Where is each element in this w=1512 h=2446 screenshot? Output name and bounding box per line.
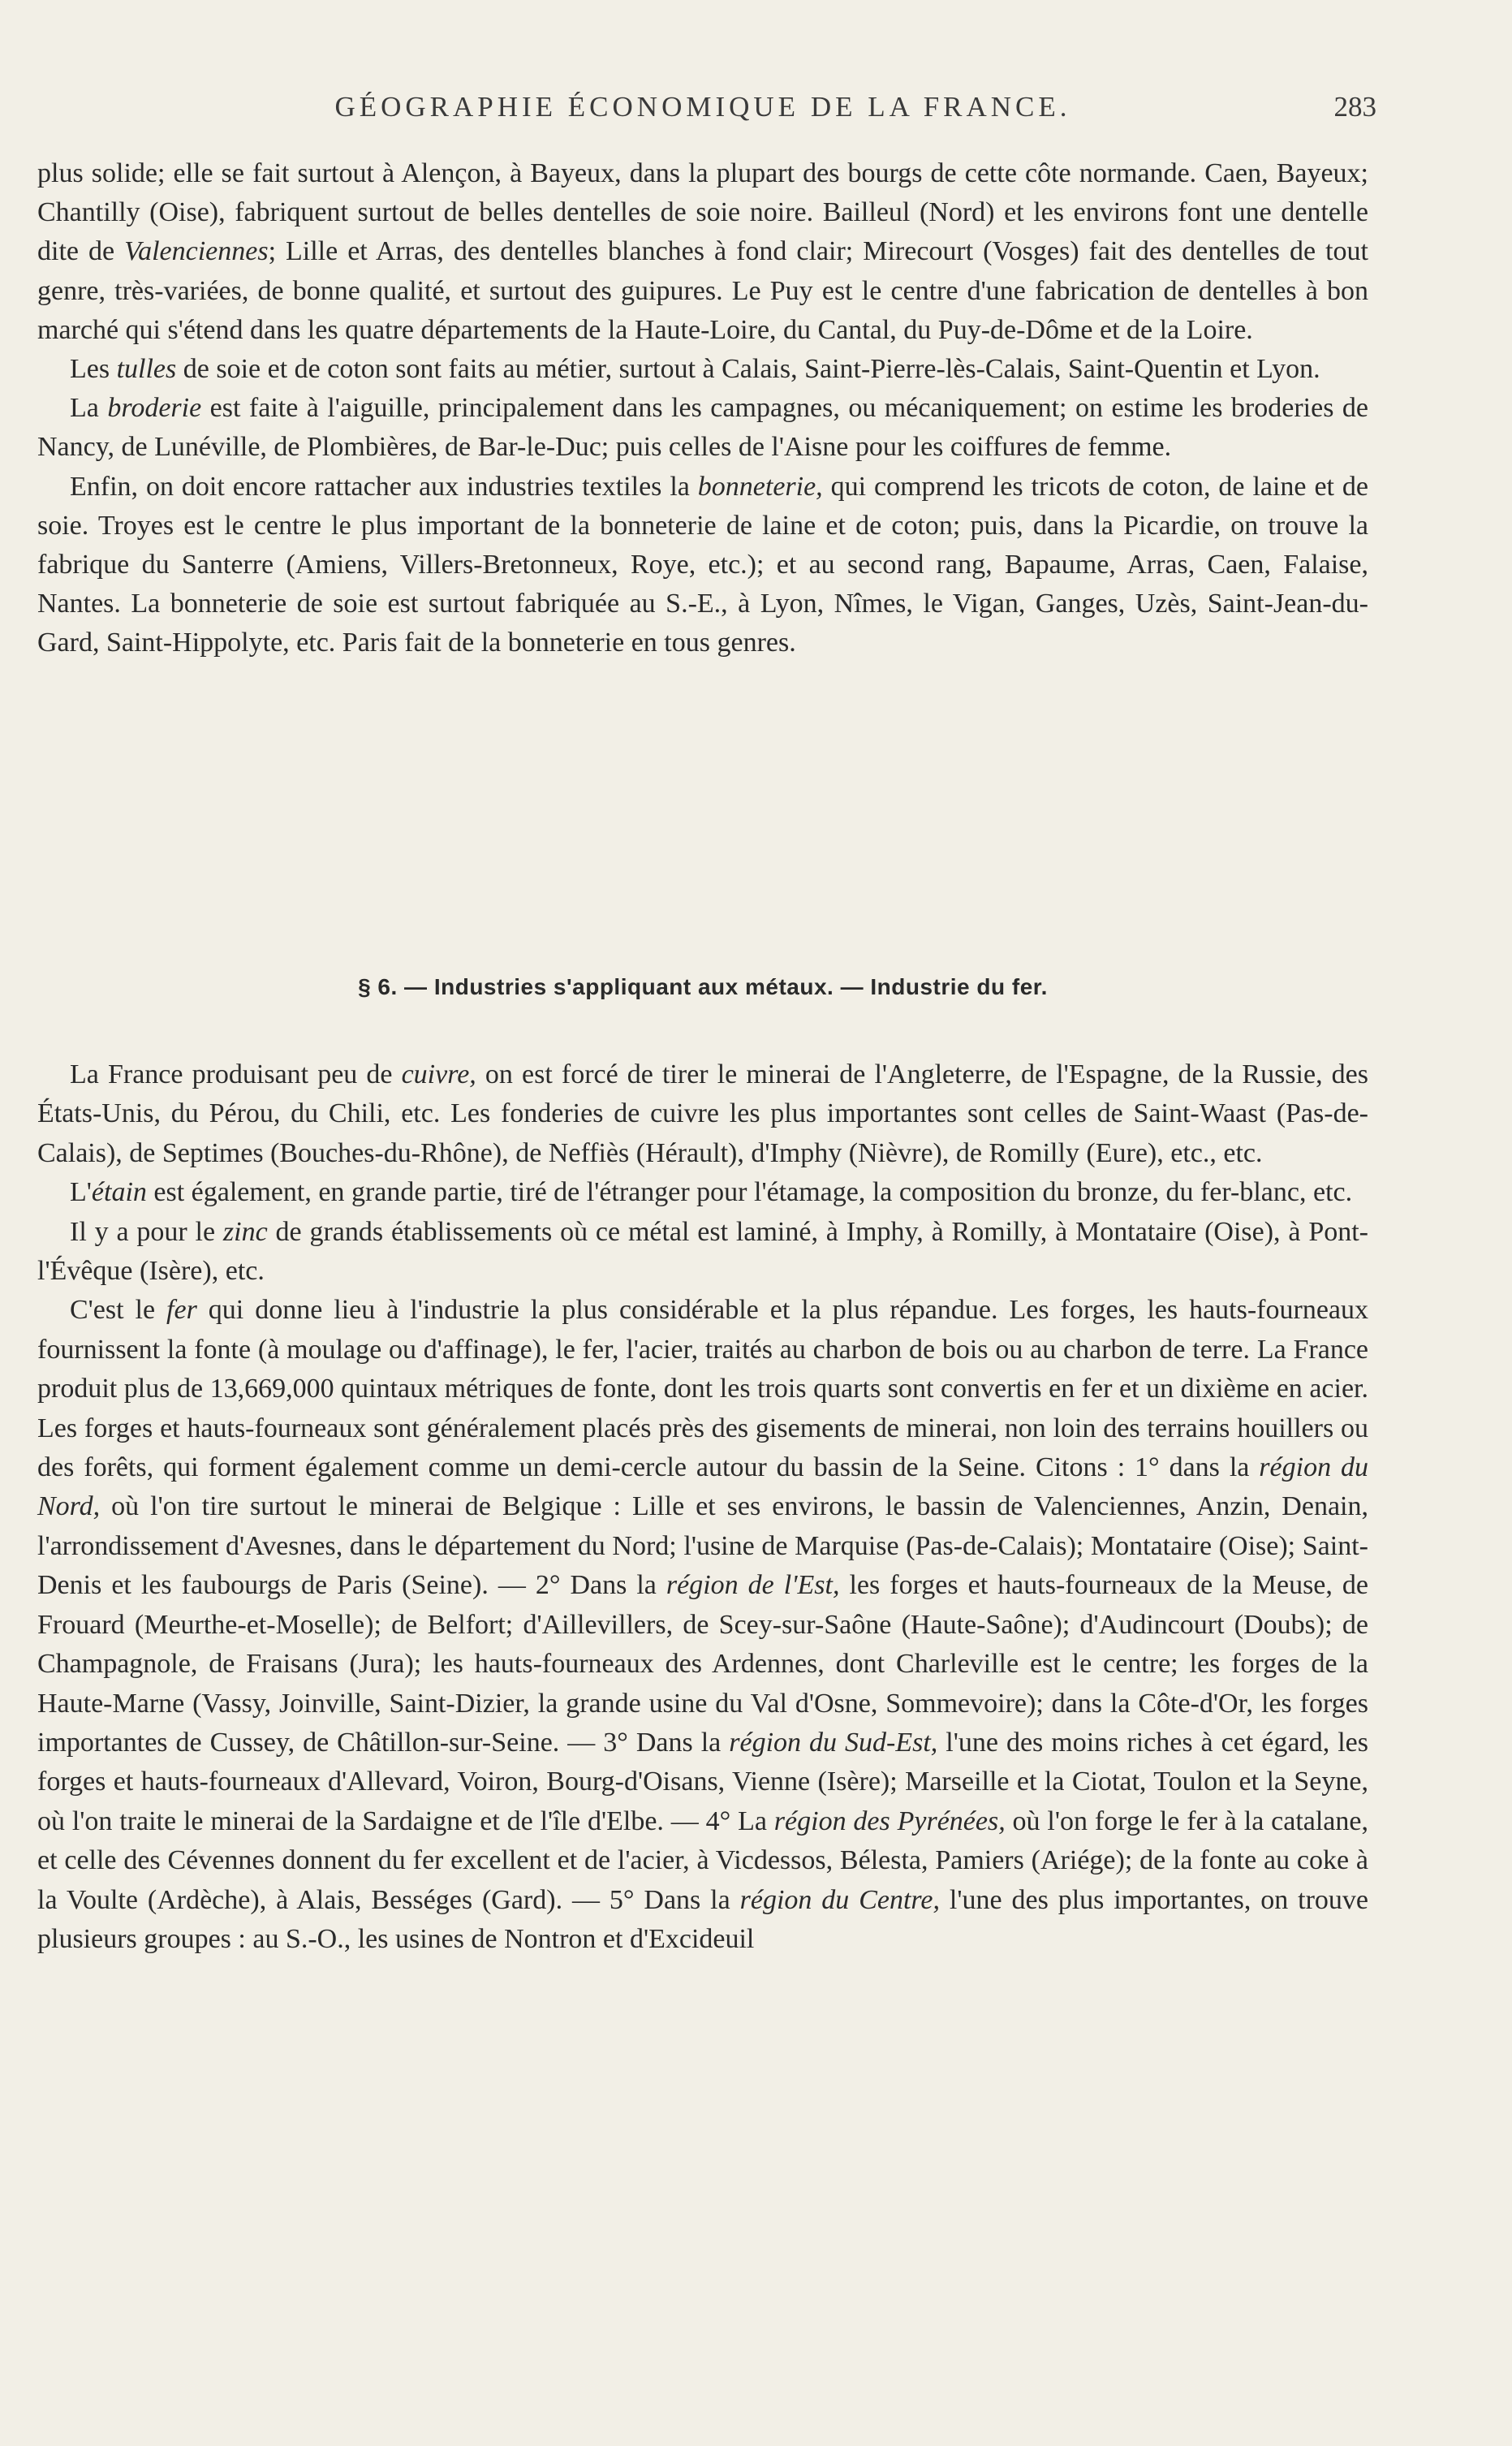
italic-term: région des Pyrénées, xyxy=(773,1805,1006,1836)
page-number: 283 xyxy=(1333,91,1376,123)
text-run: est faite à l'aiguille, principalement dans les campagnes, ou mécaniquement; on estime les broderies de Nancy, de Lunéville, de Plombières, de Bar-le-Duc; puis celles de l'Aisne pour les coiffures de femme. xyxy=(37,393,1368,463)
text-run: Enfin, on doit encore rattacher aux industries textiles la xyxy=(70,471,698,502)
paragraph-bonneterie xyxy=(37,468,1368,663)
paragraph-broderie xyxy=(37,389,1368,467)
text-run: L' xyxy=(70,1177,92,1208)
italic-term: région du Nord, xyxy=(37,1452,1368,1522)
running-title: GÉOGRAPHIE ÉCONOMIQUE DE LA FRANCE. xyxy=(334,91,1071,123)
italic-term: fer xyxy=(166,1295,197,1326)
paragraph-etain xyxy=(37,1173,1368,1212)
text-run: l'une des moins riches à cet égard, les forges et hauts-fourneaux d'Allevard, Voiron, Bourg-d'Oisans, Vienne (Isère); Marseille et la Ciotat, Toulon et la Seyne, où l'on traite le minerai de la Sardaigne et de l'île d'Elbe. — 4° La xyxy=(37,1727,1369,1836)
text-run: C'est le xyxy=(70,1295,167,1326)
text-run: les forges et hauts-fourneaux de la Meuse, de Frouard (Meurthe-et-Moselle); de Belfort; d'Aillevillers, de Scey-sur-Saône (Haute-Saône); d'Audincourt (Doubs); de Champagnole, de Fraisans (Jura); les hauts-fourneaux des Ardennes, dont Charleville est le centre; les forges de la Haute-Marne (Vassy, Joinville, Saint-Dizier, la grande usine du Val d'Osne, Sommevoire); dans la Côte-d'Or, les forges importantes de Cussey, de Châtillon-sur-Seine. — 3° Dans la xyxy=(37,1570,1369,1758)
italic-term: cuivre, xyxy=(401,1059,476,1089)
text-run: La xyxy=(70,393,108,424)
page-header xyxy=(37,91,1376,132)
text-run: Les xyxy=(70,354,117,385)
paragraph-dentelles xyxy=(37,154,1368,350)
metals-section-text xyxy=(37,1055,1368,1959)
text-run: où l'on forge le fer à la catalane, et celle des Cévennes donnent du fer excellent et de l'acier, à Vicdessos, Bélesta, Pamiers (Ariége); de la fonte au coke à la Voulte (Ardèche), à Alais, Bességes (Gard). — 5° Dans la xyxy=(37,1805,1368,1915)
text-run: Il y a pour le xyxy=(70,1216,223,1247)
italic-term: broderie xyxy=(107,393,202,424)
paragraph-fer xyxy=(37,1291,1368,1959)
section-heading: § 6. — Industries s'appliquant aux métaux. — Industrie du fer. xyxy=(358,974,1048,999)
text-run: est également, en grande partie, tiré de l'étranger pour l'étamage, la composition du bronze, du fer-blanc, etc. xyxy=(146,1177,1353,1208)
italic-term: tulles xyxy=(116,354,177,385)
text-run: de grands établissements où ce métal est laminé, à Imphy, à Romilly, à Montataire (Oise), à Pont-l'Évêque (Isère), etc. xyxy=(37,1216,1368,1287)
text-run: où l'on tire surtout le minerai de Belgique : Lille et ses environs, le bassin de Valenciennes, Anzin, Denain, l'arrondissement d'Avesnes, dans le département du Nord; l'usine de Marquise (Pas-de-Calais); Montataire (Oise); Saint-Denis et les faubourgs de Paris (Seine). — 2° Dans la xyxy=(37,1491,1368,1601)
paragraph-cuivre xyxy=(37,1055,1368,1173)
textile-section-text xyxy=(37,154,1368,663)
italic-term: région de l'Est, xyxy=(666,1570,840,1601)
italic-term: région du Sud-Est, xyxy=(729,1727,938,1758)
italic-term: région du Centre, xyxy=(739,1884,940,1915)
text-run: on est forcé de tirer le minerai de l'Angleterre, de l'Espagne, de la Russie, des États-Unis, du Pérou, du Chili, etc. Les fonderies de cuivre les plus importantes sont celles de Saint-Waast (Pas-de-Calais), de Septimes (Bouches-du-Rhône), de Neffiès (Hérault), d'Imphy (Nièvre), de Romilly (Eure), etc., etc. xyxy=(37,1059,1368,1168)
italic-term: Valenciennes xyxy=(124,236,269,267)
italic-term: étain xyxy=(91,1177,147,1208)
text-run: l'une des plus importantes, on trouve plusieurs groupes : au S.-O., les usines de Nontron et d'Excideuil xyxy=(37,1884,1369,1954)
italic-term: bonneterie, xyxy=(697,471,823,502)
text-run: qui comprend les tricots de coton, de laine et de soie. Troyes est le centre le plus important de la bonneterie de laine et de coton; puis, dans la Picardie, on trouve la fabrique du Santerre (Amiens, Villers-Bretonneux, Roye, etc.); et au second rang, Bapaume, Arras, Caen, Falaise, Nantes. La bonneterie de soie est surtout fabriquée au S.-E., à Lyon, Nîmes, le Vigan, Ganges, Uzès, Saint-Jean-du-Gard, Saint-Hippolyte, etc. Paris fait de la bonneterie en tous genres. xyxy=(37,471,1368,658)
text-run: plus solide; elle se fait surtout à Alençon, à Bayeux, dans la plupart des bourgs de cette côte normande. Caen, Bayeux; Chantilly (Oise), fabriquent surtout de belles dentelles de soie noire. Bailleul (Nord) et les environs font une dentelle dite de xyxy=(37,158,1368,267)
text-run: ; Lille et Arras, des dentelles blanches à fond clair; Mirecourt (Vosges) fait des dentelles de tout genre, très-variées, de bonne qualité, et surtout des guipures. Le Puy est le centre d'une fabrication de dentelles à bon marché qui s'étend dans les quatre départements de la Haute-Loire, du Cantal, du Puy-de-Dôme et de la Loire. xyxy=(37,236,1368,345)
paragraph-tulles xyxy=(37,350,1368,389)
text-run: qui donne lieu à l'industrie la plus considérable et la plus répandue. Les forges, les hauts-fourneaux fournissent la fonte (à moulage ou d'affinage), le fer, l'acier, traités au charbon de bois ou au charbon de terre. La France produit plus de 13,669,000 quintaux métriques de fonte, dont les trois quarts sont convertis en fer et un dixième en acier. Les forges et hauts-fourneaux sont généralement placés près des gisements de minerai, non loin des terrains houillers ou des forêts, qui forment également comme un demi-cercle autour du bassin de la Seine. Citons : 1° dans la xyxy=(37,1295,1368,1483)
text-run: La France produisant peu de xyxy=(70,1059,402,1089)
italic-term: zinc xyxy=(222,1216,268,1247)
text-run: de soie et de coton sont faits au métier, surtout à Calais, Saint-Pierre-lès-Calais, Saint-Quentin et Lyon. xyxy=(176,354,1320,385)
paragraph-zinc xyxy=(37,1213,1368,1292)
